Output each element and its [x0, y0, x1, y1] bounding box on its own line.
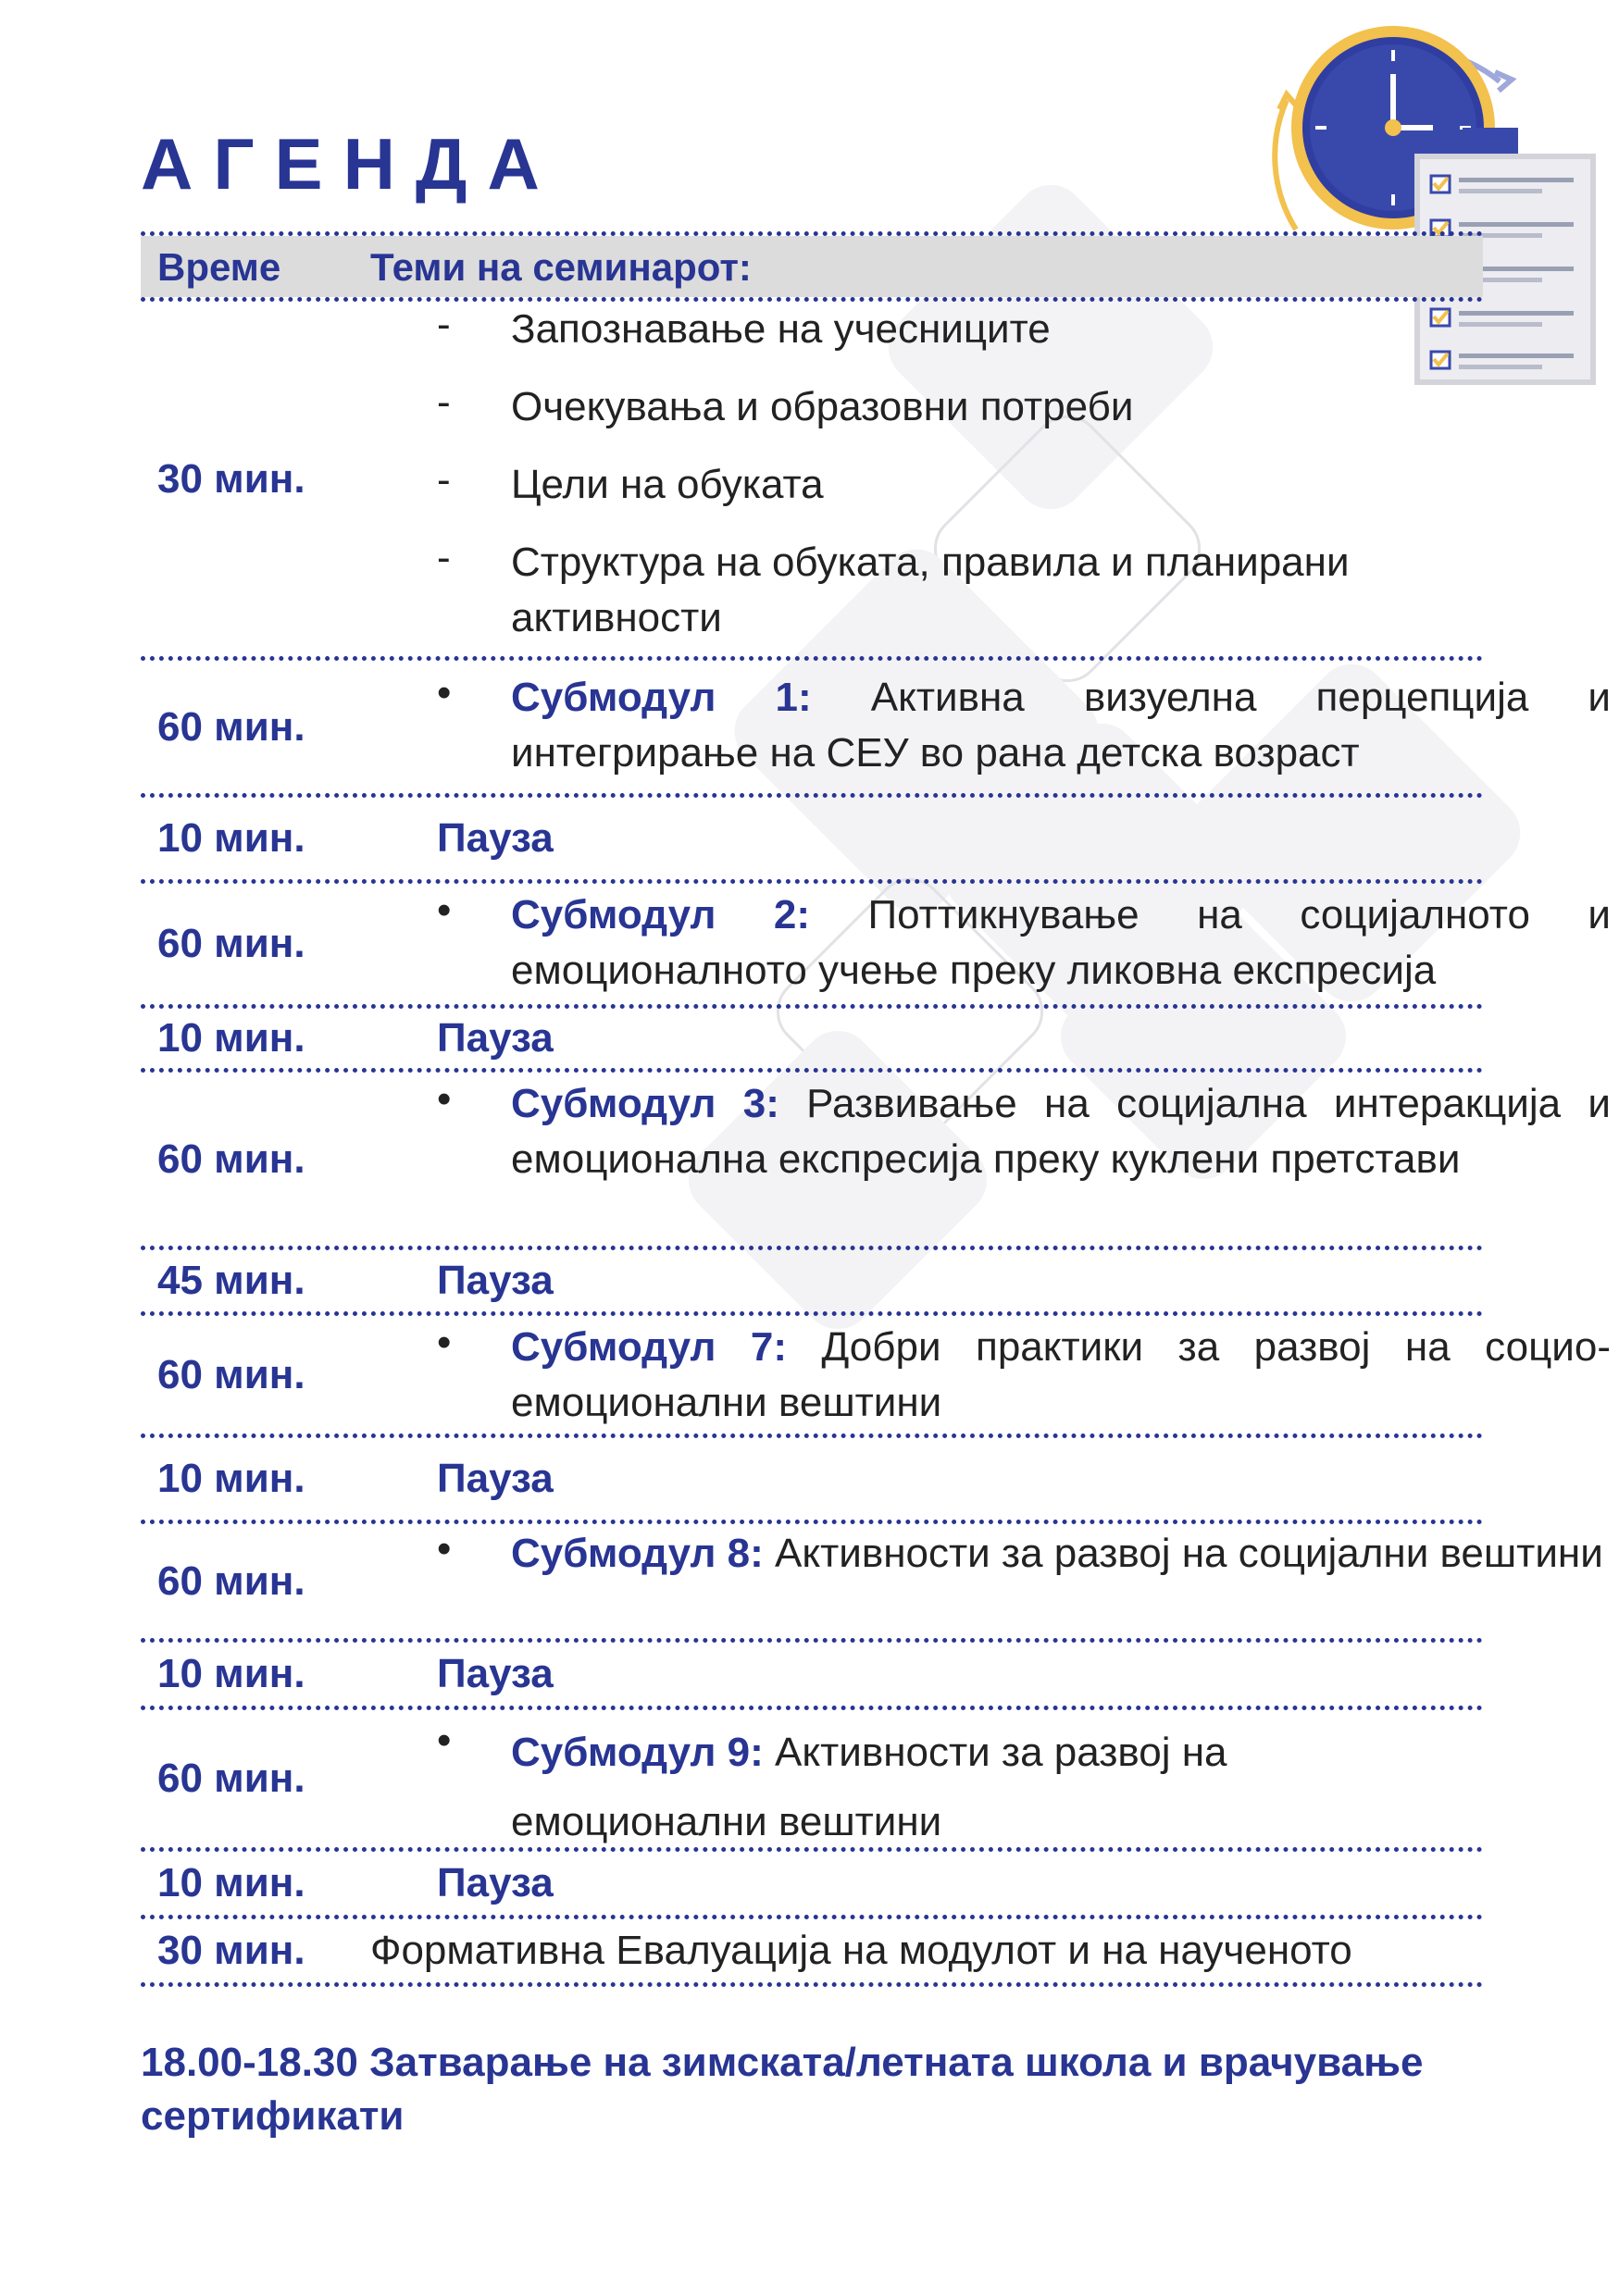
row-time: 10 мин. — [157, 815, 305, 861]
list-item — [511, 887, 1611, 999]
evaluation-text: Формативна Евалуација на модулот и на наученото — [370, 1928, 1352, 1973]
dash-marker: - — [437, 535, 451, 580]
row-time: 60 мин. — [157, 1756, 305, 1801]
submodule-text: Поттикнување на социјалното и емоционалното учење преку ликовна експресија — [511, 892, 1611, 993]
agenda-row — [141, 1250, 1483, 1311]
agenda-row — [141, 1852, 1483, 1915]
row-time: 30 мин. — [157, 455, 305, 502]
submodule-text: Развивање на социјална интеракција и емоционална експресија преку куклени претстави — [511, 1081, 1611, 1182]
agenda-row — [141, 302, 1483, 656]
row-time: 60 мин. — [157, 921, 305, 966]
list-item — [511, 1076, 1611, 1187]
pause-label: Пауза — [437, 1015, 554, 1061]
row-time: 30 мин. — [157, 1928, 305, 1973]
row-time: 60 мин. — [157, 1136, 305, 1182]
agenda-row — [141, 1009, 1483, 1068]
submodule-label: Субмодул 7: — [511, 1324, 788, 1370]
agenda-row — [141, 1316, 1612, 1433]
row-time: 60 мин. — [157, 703, 305, 750]
list-item — [511, 1718, 1298, 1856]
list-item: Запознавање на учесниците — [511, 306, 1051, 352]
agenda-row — [141, 798, 1483, 879]
submodule-text: Активности за развој на емоционални вештини — [511, 1730, 1227, 1844]
bullet-marker: • — [437, 1076, 452, 1122]
agenda-row — [141, 1919, 1483, 1982]
closing-note: 18.00-18.30 Затварање на зимската/летната школа и врачување сертификати — [141, 2040, 1424, 2139]
list-item: Очекувања и образовни потреби — [511, 384, 1134, 429]
agenda-table — [141, 231, 1612, 1987]
row-time: 45 мин. — [157, 1258, 305, 1303]
pause-label: Пауза — [437, 1456, 554, 1501]
bullet-marker: • — [437, 670, 452, 715]
header-topics: Теми на семинарот: — [370, 245, 752, 289]
list-item: Структура на обуката, правила и планирани активности — [511, 540, 1350, 640]
pause-label: Пауза — [437, 1258, 554, 1303]
page-title: АГЕНДА — [141, 123, 560, 205]
row-time: 10 мин. — [157, 1860, 305, 1905]
dotted-divider — [141, 1982, 1483, 1987]
table-header — [141, 236, 1483, 297]
submodule-text: Активности за развој на социјални вештини — [763, 1531, 1603, 1576]
row-time: 10 мин. — [157, 1015, 305, 1061]
row-time: 60 мин. — [157, 1351, 305, 1397]
row-time: 10 мин. — [157, 1456, 305, 1501]
pause-label: Пауза — [437, 1651, 554, 1696]
dash-marker: - — [437, 379, 451, 425]
agenda-row — [141, 1710, 1483, 1847]
list-item — [511, 1320, 1611, 1431]
submodule-text: Добри практики за развој на социо-емоционални вештини — [511, 1324, 1612, 1425]
row-time: 60 мин. — [157, 1558, 305, 1604]
list-item: Цели на обуката — [511, 462, 824, 507]
submodule-label: Субмодул 3: — [511, 1081, 779, 1126]
list-item — [511, 1526, 1611, 1582]
submodule-label: Субмодул 8: — [511, 1531, 764, 1576]
row-time: 10 мин. — [157, 1651, 305, 1696]
submodule-label: Субмодул 2: — [511, 892, 811, 937]
agenda-row — [141, 1073, 1611, 1246]
header-time: Време — [157, 245, 281, 289]
submodule-label: Субмодул 9: — [511, 1730, 764, 1775]
agenda-row — [141, 1524, 1603, 1638]
bullet-marker: • — [437, 1320, 452, 1365]
agenda-row — [141, 884, 1611, 1004]
list-item — [511, 670, 1611, 781]
submodule-label: Субмодул 1: — [511, 675, 812, 720]
bullet-marker: • — [437, 1718, 452, 1763]
pause-label: Пауза — [437, 815, 554, 861]
agenda-row — [141, 1643, 1483, 1706]
dash-marker: - — [437, 457, 451, 503]
pause-label: Пауза — [437, 1860, 554, 1905]
agenda-row — [141, 1438, 1483, 1520]
submodule-text: Активна визуелна перцепција и интегрирање на СЕУ во рана детска возраст — [511, 675, 1612, 776]
dash-marker: - — [437, 302, 451, 347]
agenda-row — [141, 661, 1612, 793]
bullet-marker: • — [437, 1526, 452, 1571]
bullet-marker: • — [437, 887, 452, 933]
